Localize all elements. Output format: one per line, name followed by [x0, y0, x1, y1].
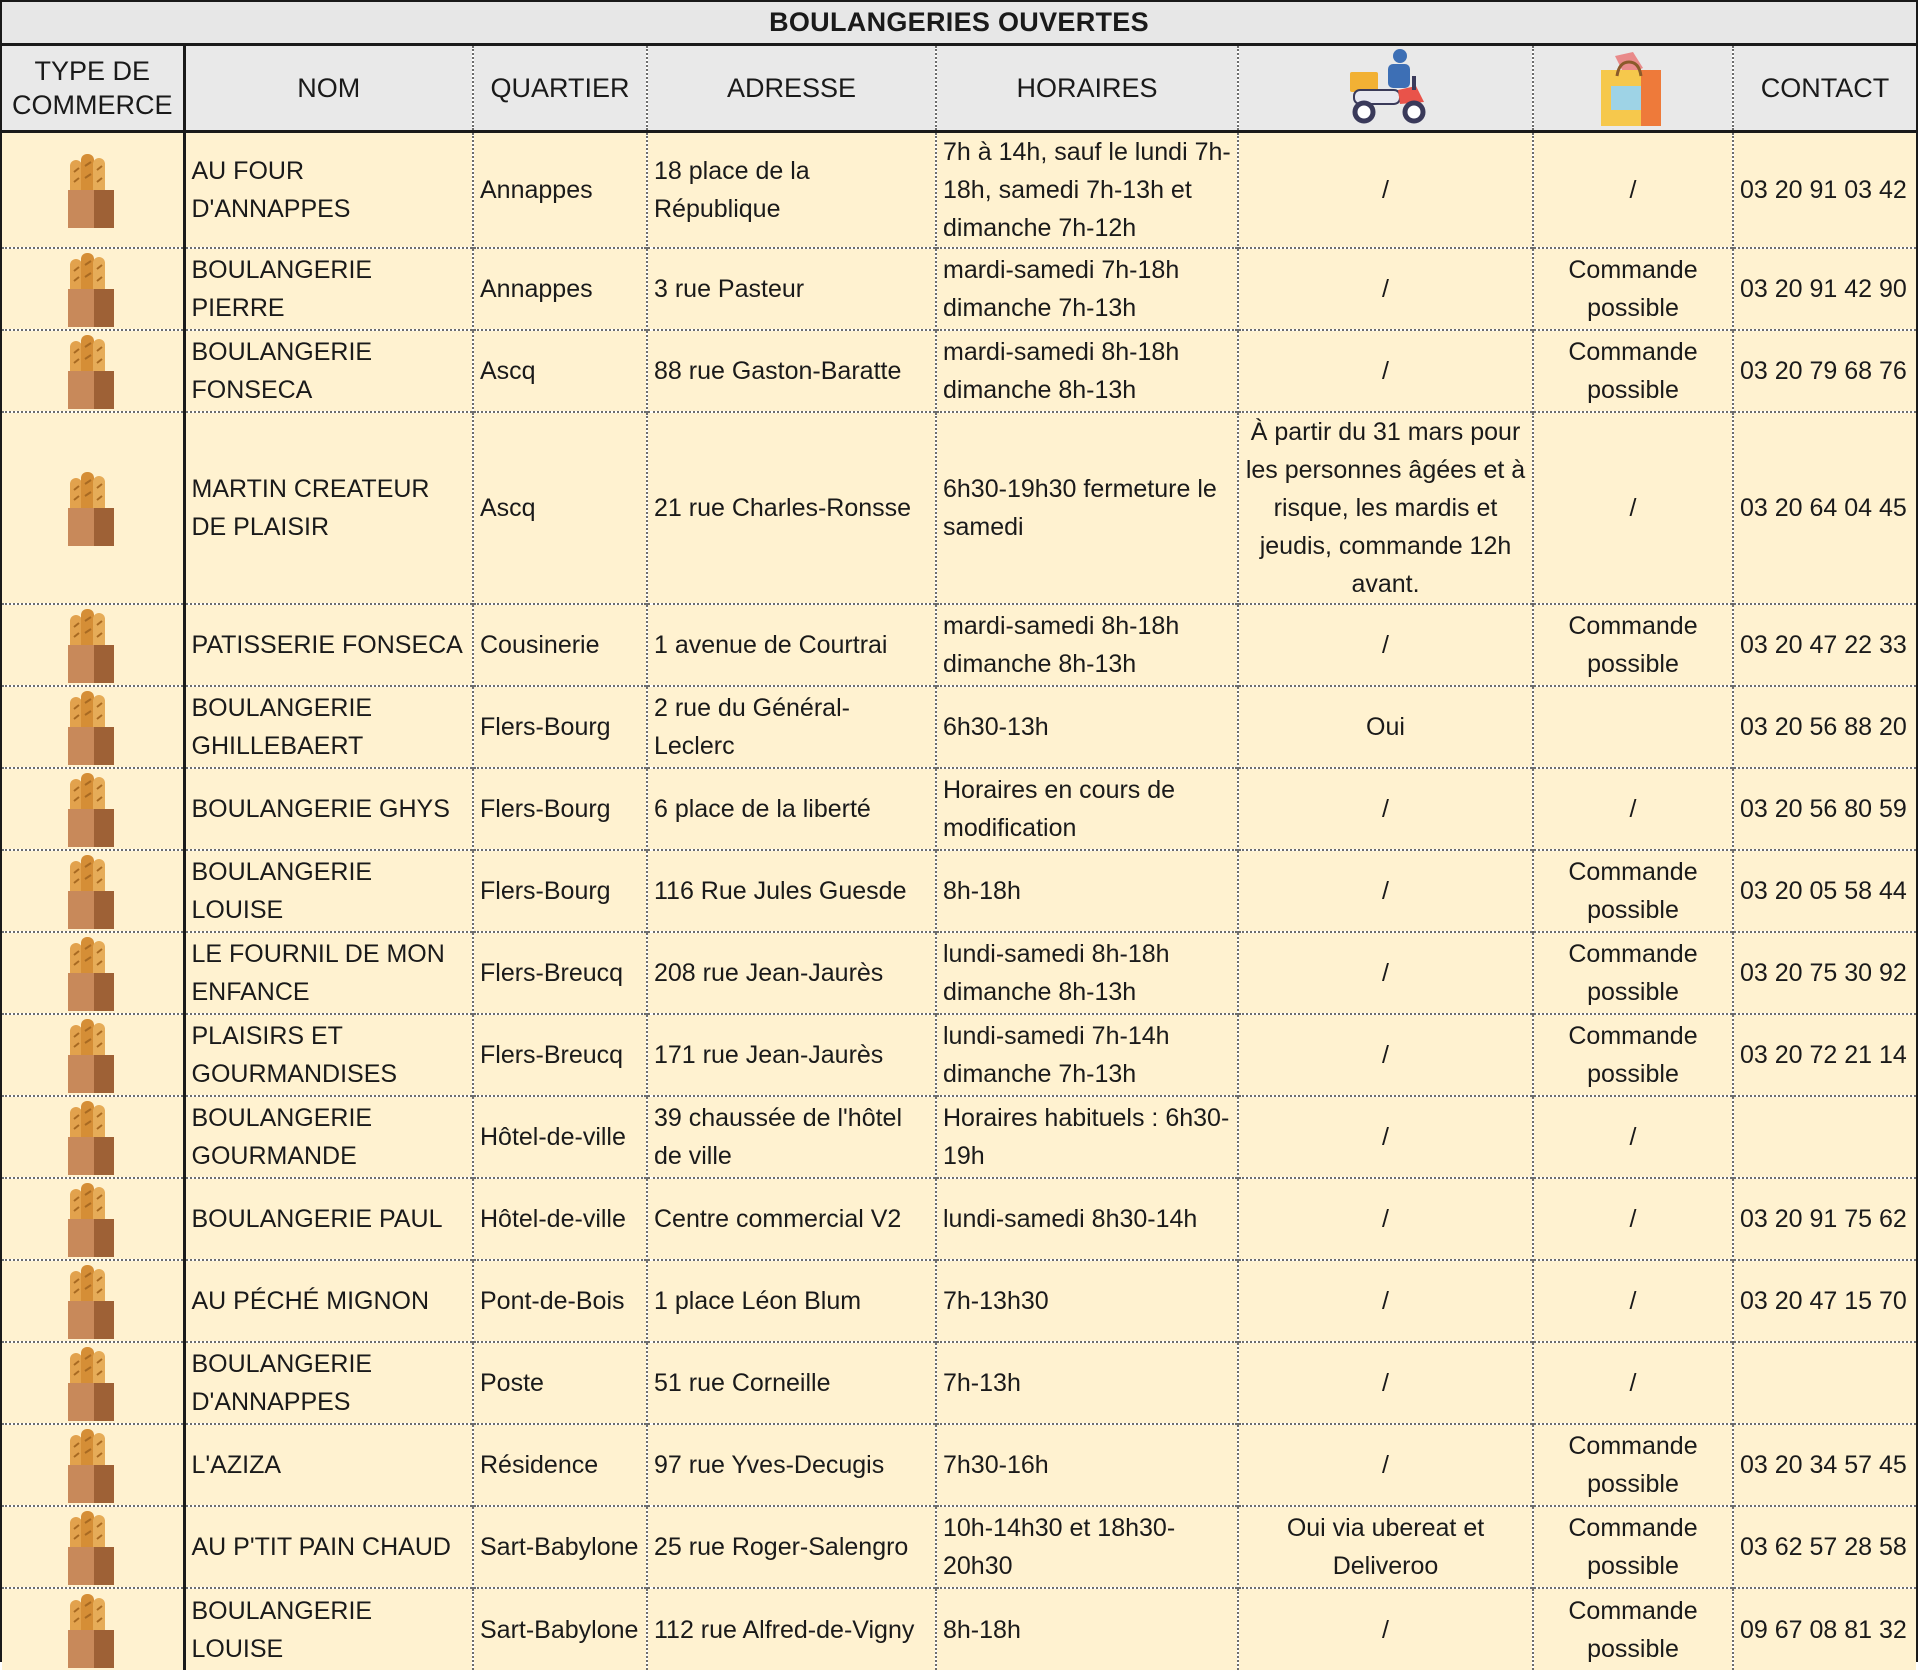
cell-horaires: lundi-samedi 7h-14h dimanche 7h-13h	[936, 1014, 1238, 1096]
cell-contact: 03 20 75 30 92	[1733, 932, 1916, 1014]
cell-livraison: /	[1238, 1342, 1533, 1424]
bread-bag-icon	[66, 468, 118, 548]
table-row	[2, 604, 1916, 686]
table-row	[2, 850, 1916, 932]
cell-nom: BOULANGERIE D'ANNAPPES	[184, 1342, 473, 1424]
cell-horaires: mardi-samedi 8h-18h dimanche 8h-13h	[936, 330, 1238, 412]
cell-nom: BOULANGERIE PAUL	[184, 1178, 473, 1260]
bread-bag-icon	[66, 933, 118, 1013]
cell-livraison: Oui via ubereat et Deliveroo	[1238, 1506, 1533, 1588]
bread-bag-icon	[66, 1179, 118, 1259]
cell-adresse: 18 place de la République	[647, 132, 936, 249]
table-body	[2, 132, 1916, 1670]
cell-horaires: mardi-samedi 8h-18h dimanche 8h-13h	[936, 604, 1238, 686]
cell-quartier: Sart-Babylone	[473, 1506, 647, 1588]
cell-commande: Commande possible	[1533, 330, 1733, 412]
cell-adresse: 1 avenue de Courtrai	[647, 604, 936, 686]
cell-quartier: Flers-Breucq	[473, 1014, 647, 1096]
cell-commande: Commande possible	[1533, 604, 1733, 686]
cell-contact: 03 20 91 42 90	[1733, 248, 1916, 330]
cell-horaires: Horaires habituels : 6h30-19h	[936, 1096, 1238, 1178]
cell-adresse: 51 rue Corneille	[647, 1342, 936, 1424]
cell-quartier: Annappes	[473, 248, 647, 330]
header-contact: CONTACT	[1733, 46, 1916, 132]
table-row	[2, 1260, 1916, 1342]
cell-horaires: 8h-18h	[936, 1588, 1238, 1670]
cell-livraison: Oui	[1238, 686, 1533, 768]
cell-nom: BOULANGERIE GHYS	[184, 768, 473, 850]
cell-adresse: Centre commercial V2	[647, 1178, 936, 1260]
cell-type	[2, 1342, 184, 1424]
cell-type	[2, 932, 184, 1014]
cell-adresse: 6 place de la liberté	[647, 768, 936, 850]
cell-horaires: 7h-13h	[936, 1342, 1238, 1424]
cell-quartier: Cousinerie	[473, 604, 647, 686]
table-row	[2, 686, 1916, 768]
cell-horaires: 10h-14h30 et 18h30-20h30	[936, 1506, 1238, 1588]
cell-commande: Commande possible	[1533, 850, 1733, 932]
bread-bag-icon	[66, 1425, 118, 1505]
cell-commande: /	[1533, 768, 1733, 850]
cell-livraison: /	[1238, 330, 1533, 412]
cell-commande: Commande possible	[1533, 1588, 1733, 1670]
cell-commande: Commande possible	[1533, 932, 1733, 1014]
cell-type	[2, 850, 184, 932]
cell-commande: Commande possible	[1533, 1014, 1733, 1096]
cell-livraison: /	[1238, 932, 1533, 1014]
cell-commande: Commande possible	[1533, 1424, 1733, 1506]
table-row	[2, 132, 1916, 249]
bakery-table	[2, 46, 1916, 1670]
cell-type	[2, 768, 184, 850]
cell-livraison: /	[1238, 132, 1533, 249]
cell-horaires: 7h-13h30	[936, 1260, 1238, 1342]
cell-contact: 03 20 79 68 76	[1733, 330, 1916, 412]
cell-nom: PLAISIRS ET GOURMANDISES	[184, 1014, 473, 1096]
table-row	[2, 1178, 1916, 1260]
cell-quartier: Sart-Babylone	[473, 1588, 647, 1670]
cell-livraison: /	[1238, 768, 1533, 850]
cell-type	[2, 1506, 184, 1588]
cell-nom: LE FOURNIL DE MON ENFANCE	[184, 932, 473, 1014]
cell-livraison: /	[1238, 1424, 1533, 1506]
bread-bag-icon	[66, 1261, 118, 1341]
table-row	[2, 330, 1916, 412]
header-commande	[1533, 46, 1733, 132]
cell-adresse: 3 rue Pasteur	[647, 248, 936, 330]
cell-adresse: 39 chaussée de l'hôtel de ville	[647, 1096, 936, 1178]
cell-nom: BOULANGERIE LOUISE	[184, 1588, 473, 1670]
header-livraison	[1238, 46, 1533, 132]
cell-type	[2, 1424, 184, 1506]
cell-horaires: 7h30-16h	[936, 1424, 1238, 1506]
cell-adresse: 97 rue Yves-Decugis	[647, 1424, 936, 1506]
cell-livraison: /	[1238, 1588, 1533, 1670]
cell-commande: Commande possible	[1533, 248, 1733, 330]
table-row	[2, 768, 1916, 850]
cell-quartier: Flers-Bourg	[473, 768, 647, 850]
cell-commande: /	[1533, 1260, 1733, 1342]
cell-livraison: /	[1238, 248, 1533, 330]
cell-adresse: 21 rue Charles-Ronsse	[647, 412, 936, 604]
cell-nom: AU FOUR D'ANNAPPES	[184, 132, 473, 249]
cell-adresse: 208 rue Jean-Jaurès	[647, 932, 936, 1014]
cell-contact: 03 20 91 03 42	[1733, 132, 1916, 249]
cell-quartier: Ascq	[473, 412, 647, 604]
table-row	[2, 1506, 1916, 1588]
cell-nom: MARTIN CREATEUR DE PLAISIR	[184, 412, 473, 604]
cell-contact: 03 20 56 88 20	[1733, 686, 1916, 768]
cell-commande: /	[1533, 132, 1733, 249]
cell-contact: 03 20 91 75 62	[1733, 1178, 1916, 1260]
table-row	[2, 932, 1916, 1014]
cell-quartier: Pont-de-Bois	[473, 1260, 647, 1342]
cell-contact: 03 62 57 28 58	[1733, 1506, 1916, 1588]
cell-horaires: mardi-samedi 7h-18h dimanche 7h-13h	[936, 248, 1238, 330]
bread-bag-icon	[66, 605, 118, 685]
cell-nom: BOULANGERIE LOUISE	[184, 850, 473, 932]
cell-type	[2, 1260, 184, 1342]
cell-nom: BOULANGERIE GOURMANDE	[184, 1096, 473, 1178]
cell-quartier: Résidence	[473, 1424, 647, 1506]
bread-bag-icon	[66, 249, 118, 329]
cell-contact: 09 67 08 81 32	[1733, 1588, 1916, 1670]
cell-nom: AU P'TIT PAIN CHAUD	[184, 1506, 473, 1588]
cell-contact	[1733, 1342, 1916, 1424]
table-row	[2, 412, 1916, 604]
cell-type	[2, 412, 184, 604]
cell-contact: 03 20 05 58 44	[1733, 850, 1916, 932]
header-quartier: QUARTIER	[473, 46, 647, 132]
cell-quartier: Ascq	[473, 330, 647, 412]
header-nom: NOM	[184, 46, 473, 132]
cell-livraison: /	[1238, 1014, 1533, 1096]
cell-commande: /	[1533, 1178, 1733, 1260]
cell-adresse: 88 rue Gaston-Baratte	[647, 330, 936, 412]
cell-livraison: /	[1238, 1178, 1533, 1260]
cell-quartier: Hôtel-de-ville	[473, 1178, 647, 1260]
bread-bag-icon	[66, 769, 118, 849]
cell-adresse: 112 rue Alfred-de-Vigny	[647, 1588, 936, 1670]
cell-livraison: À partir du 31 mars pour les personnes âgées et à risque, les mardis et jeudis, commande 12h avant.	[1238, 412, 1533, 604]
cell-horaires: 7h à 14h, sauf le lundi 7h-18h, samedi 7h-13h et dimanche 7h-12h	[936, 132, 1238, 249]
bread-bag-icon	[66, 331, 118, 411]
cell-nom: BOULANGERIE FONSECA	[184, 330, 473, 412]
cell-quartier: Hôtel-de-ville	[473, 1096, 647, 1178]
cell-adresse: 1 place Léon Blum	[647, 1260, 936, 1342]
cell-contact: 03 20 56 80 59	[1733, 768, 1916, 850]
cell-type	[2, 1014, 184, 1096]
table-row	[2, 1096, 1916, 1178]
cell-quartier: Annappes	[473, 132, 647, 249]
cell-contact: 03 20 72 21 14	[1733, 1014, 1916, 1096]
cell-nom: PATISSERIE FONSECA	[184, 604, 473, 686]
cell-type	[2, 248, 184, 330]
cell-horaires: 8h-18h	[936, 850, 1238, 932]
cell-horaires: Horaires en cours de modification	[936, 768, 1238, 850]
cell-quartier: Flers-Bourg	[473, 686, 647, 768]
bread-bag-icon	[66, 1590, 118, 1670]
bread-bag-icon	[66, 150, 118, 230]
cell-commande: /	[1533, 412, 1733, 604]
header-row	[2, 46, 1916, 132]
cell-type	[2, 1588, 184, 1670]
cell-horaires: lundi-samedi 8h30-14h	[936, 1178, 1238, 1260]
table-row	[2, 1588, 1916, 1670]
header-adresse: ADRESSE	[647, 46, 936, 132]
table-row	[2, 1014, 1916, 1096]
table-title: BOULANGERIES OUVERTES	[2, 2, 1916, 46]
cell-nom: BOULANGERIE GHILLEBAERT	[184, 686, 473, 768]
cell-adresse: 116 Rue Jules Guesde	[647, 850, 936, 932]
bread-bag-icon	[66, 851, 118, 931]
cell-adresse: 171 rue Jean-Jaurès	[647, 1014, 936, 1096]
bread-bag-icon	[66, 1097, 118, 1177]
cell-quartier: Flers-Breucq	[473, 932, 647, 1014]
cell-livraison: /	[1238, 1096, 1533, 1178]
table-row	[2, 1424, 1916, 1506]
cell-type	[2, 604, 184, 686]
bread-bag-icon	[66, 687, 118, 767]
cell-contact: 03 20 47 22 33	[1733, 604, 1916, 686]
cell-type	[2, 1178, 184, 1260]
cell-commande	[1533, 686, 1733, 768]
cell-commande: Commande possible	[1533, 1506, 1733, 1588]
bread-bag-icon	[66, 1015, 118, 1095]
cell-livraison: /	[1238, 850, 1533, 932]
cell-contact: 03 20 64 04 45	[1733, 412, 1916, 604]
cell-adresse: 2 rue du Général-Leclerc	[647, 686, 936, 768]
header-type: TYPE DE COMMERCE	[2, 46, 184, 132]
cell-type	[2, 132, 184, 249]
table-row	[2, 1342, 1916, 1424]
cell-nom: AU PÉCHÉ MIGNON	[184, 1260, 473, 1342]
cell-horaires: 6h30-19h30 fermeture le samedi	[936, 412, 1238, 604]
cell-type	[2, 1096, 184, 1178]
cell-horaires: lundi-samedi 8h-18h dimanche 8h-13h	[936, 932, 1238, 1014]
cell-livraison: /	[1238, 1260, 1533, 1342]
shopping-bag-icon	[1585, 46, 1681, 130]
table-row	[2, 248, 1916, 330]
cell-contact	[1733, 1096, 1916, 1178]
cell-commande: /	[1533, 1096, 1733, 1178]
cell-quartier: Flers-Bourg	[473, 850, 647, 932]
cell-adresse: 25 rue Roger-Salengro	[647, 1506, 936, 1588]
cell-quartier: Poste	[473, 1342, 647, 1424]
cell-type	[2, 330, 184, 412]
bread-bag-icon	[66, 1343, 118, 1423]
delivery-scooter-icon	[1338, 46, 1434, 130]
cell-contact: 03 20 47 15 70	[1733, 1260, 1916, 1342]
cell-nom: L'AZIZA	[184, 1424, 473, 1506]
bread-bag-icon	[66, 1507, 118, 1587]
cell-nom: BOULANGERIE PIERRE	[184, 248, 473, 330]
cell-horaires: 6h30-13h	[936, 686, 1238, 768]
cell-type	[2, 686, 184, 768]
cell-commande: /	[1533, 1342, 1733, 1424]
cell-contact: 03 20 34 57 45	[1733, 1424, 1916, 1506]
cell-livraison: /	[1238, 604, 1533, 686]
header-horaires: HORAIRES	[936, 46, 1238, 132]
